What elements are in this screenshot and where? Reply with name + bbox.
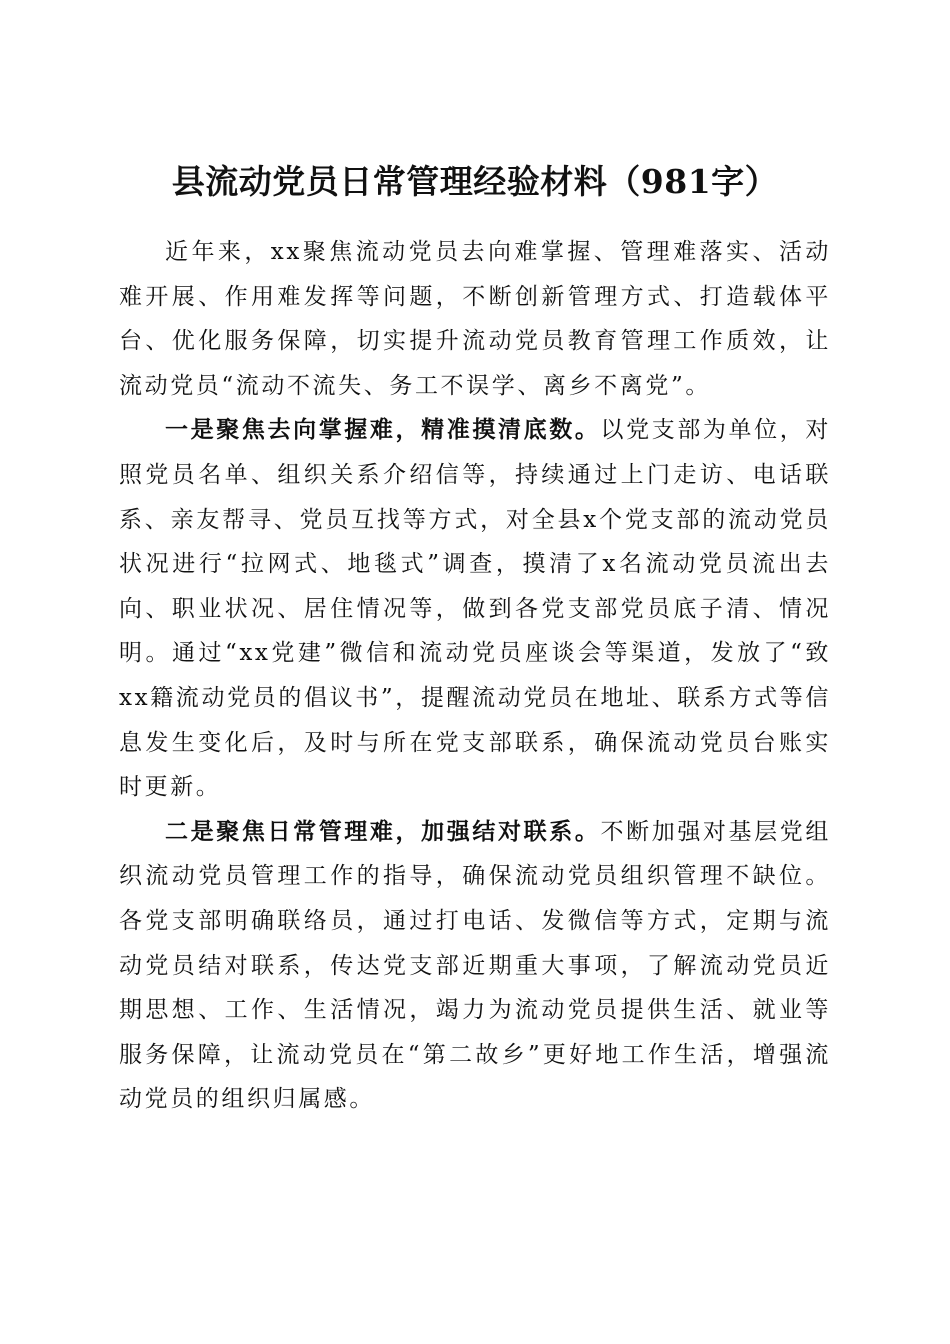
paragraph-daily-management — [119, 810, 831, 1122]
paragraph-destination-tracking — [119, 408, 831, 809]
paragraph-text: 不断加强对基层党组织流动党员管理工作的指导，确保流动党员组织管理不缺位。各党支部明确联络员，通过打电话、发微信等方式，定期与流动党员结对联系，传达党支部近期重大事项，了解流动党员近期思想、工作、生活情况，竭力为流动党员提供生活、就业等服务保障，让流动党员在“第二故乡”更好地工作生活，增强流动党员的组织归属感。 — [119, 818, 831, 1113]
paragraph-intro — [119, 230, 831, 408]
paragraph-lead: 二是聚焦日常管理难，加强结对联系。 — [165, 817, 601, 845]
paragraph-lead: 一是聚焦去向掌握难，精准摸清底数。 — [165, 416, 601, 444]
paragraph-text: 以党支部为单位，对照党员名单、组织关系介绍信等，持续通过上门走访、电话联系、亲友帮寻、党员互找等方式，对全县x个党支部的流动党员状况进行“拉网式、地毯式”调查，摸清了x名流动党员流出去向、职业状况、居住情况等，做到各党支部党员底子清、情况明。通过“xx党建”微信和流动党员座谈会等渠道，发放了“致xx籍流动党员的倡议书”，提醒流动党员在地址、联系方式等信息发生变化后，及时与所在党支部联系，确保流动党员台账实时更新。 — [119, 417, 831, 801]
document-title: 县流动党员日常管理经验材料（981字） — [171, 162, 779, 202]
document-body — [119, 230, 831, 1122]
paragraph-text: 近年来，xx聚焦流动党员去向难掌握、管理难落实、活动难开展、作用难发挥等问题，不断创新管理方式、打造载体平台、优化服务保障，切实提升流动党员教育管理工作质效，让流动党员“流动不流失、务工不误学、离乡不离党”。 — [119, 239, 831, 399]
